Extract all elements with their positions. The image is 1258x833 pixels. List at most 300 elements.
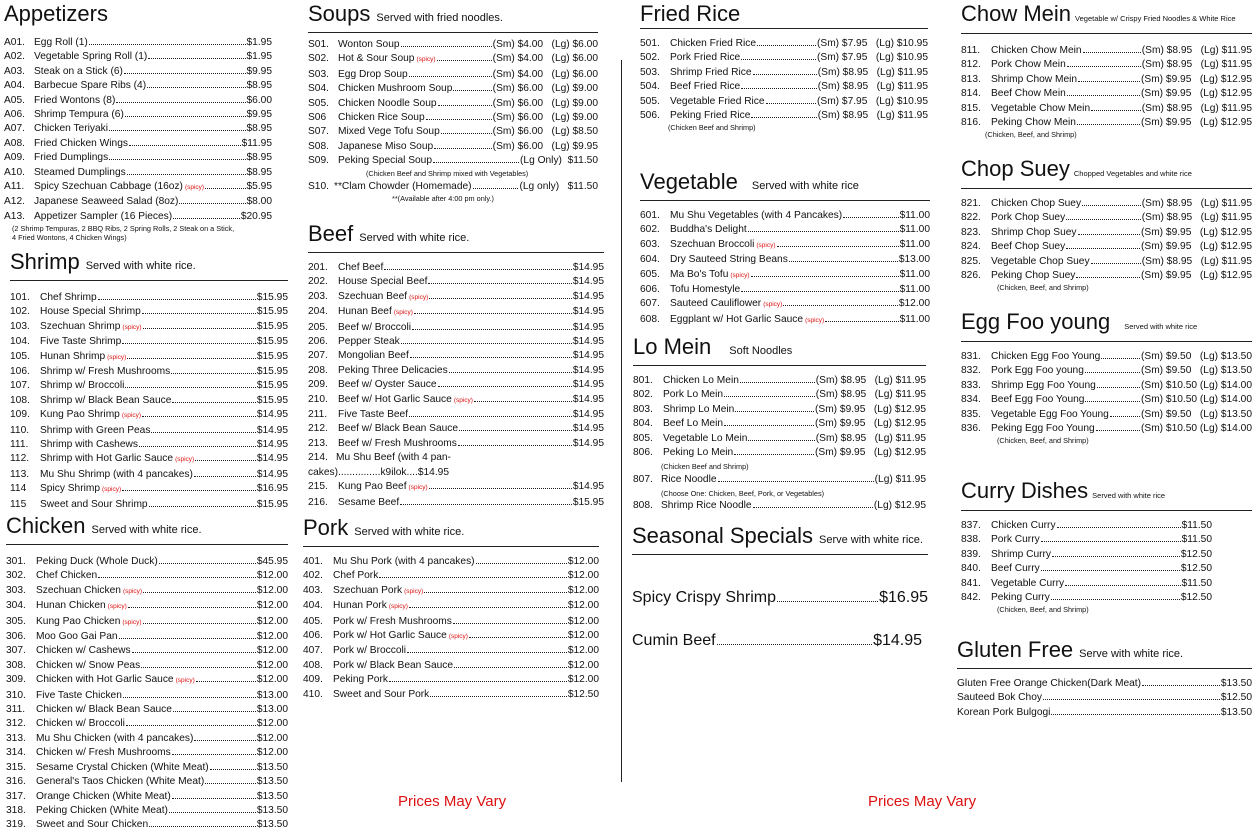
leader-dots	[1097, 387, 1140, 388]
leader-dots	[125, 387, 255, 388]
leader-dots	[474, 401, 572, 402]
item-name: Hunan Beef	[338, 306, 392, 318]
item-number: 608.	[640, 313, 660, 325]
menu-item	[640, 209, 930, 223]
item-name: Moo Goo Gai Pan	[36, 631, 118, 643]
leader-dots	[1096, 430, 1140, 431]
leader-dots	[409, 76, 492, 77]
leader-dots	[453, 90, 491, 91]
item-name: Shrimp Lo Mein	[663, 403, 735, 415]
leader-dots	[126, 725, 256, 726]
item-price: (Sm) $9.95 (Lg) $12.95	[1141, 241, 1252, 253]
soup-item-s10	[308, 180, 598, 194]
menu-item	[6, 555, 288, 569]
menu-item	[640, 238, 930, 253]
gluten-free-title	[957, 638, 1252, 666]
item-name: Steak on a Stick (6)	[34, 65, 123, 77]
item-name: Beef Chow Mein	[991, 88, 1066, 100]
menu-item	[6, 717, 288, 731]
item-price: $12.00	[567, 630, 599, 642]
leader-dots	[1101, 358, 1140, 359]
shrimp-title-text: Shrimp	[10, 249, 80, 274]
item-price: $8.00	[246, 196, 272, 208]
leader-dots	[734, 454, 814, 455]
gluten-free-subtitle: Serve with white rice.	[1079, 648, 1184, 660]
item-name: Shrimp w/ Broccoli	[40, 380, 125, 392]
item-number: S02.	[308, 53, 329, 65]
leader-dots	[98, 577, 256, 578]
menu-item	[4, 65, 272, 79]
item-name: Kung Pao Beef	[338, 481, 407, 493]
menu-item	[640, 66, 928, 80]
seasonal-subtitle: Serve with white rice.	[819, 534, 923, 546]
item-price: $14.95	[256, 468, 288, 480]
item-name: Peking Three Delicacies	[338, 364, 448, 376]
beef-subtitle: Served with white rice.	[359, 232, 470, 244]
item-name: Pork w/ Hot Garlic Sauce	[333, 630, 447, 642]
chicken-title	[6, 514, 288, 542]
item-price: $15.95	[572, 496, 604, 508]
item-price: $12.00	[256, 747, 288, 759]
leader-dots	[1085, 372, 1140, 373]
leader-dots	[766, 103, 816, 104]
item-number: 308.	[6, 659, 26, 671]
item-number: 836.	[961, 423, 981, 435]
item-number: A12.	[4, 196, 25, 208]
leader-dots	[1041, 570, 1180, 571]
egg-foo-young-title	[961, 310, 1252, 339]
menu-item	[6, 644, 288, 658]
item-name: Sweet and Sour Shrimp	[40, 498, 148, 510]
item-price: $14.95	[572, 364, 604, 376]
leader-dots	[116, 102, 245, 103]
menu-item	[640, 223, 930, 237]
item-name: Chicken Chow Mein	[991, 45, 1082, 56]
menu-item	[6, 569, 288, 583]
item-price: $11.00	[899, 313, 930, 325]
item-price: $13.50	[256, 790, 288, 802]
curry-note: (Chicken, Beef, and Shrimp)	[997, 605, 1089, 615]
item-number: 305.	[6, 615, 26, 627]
menu-item	[4, 94, 272, 108]
section-seasonal	[632, 524, 928, 674]
seasonal-item	[632, 588, 928, 608]
item-price: $12.00	[256, 631, 288, 643]
menu-item	[4, 166, 272, 180]
item-number: 311.	[6, 704, 26, 716]
item-name: Hunan Chicken	[36, 600, 106, 612]
item-price: $9.95	[246, 109, 272, 121]
section-vegetable	[640, 170, 930, 328]
leader-dots	[143, 592, 256, 593]
menu-item	[308, 422, 604, 436]
menu-item	[303, 688, 599, 702]
item-number: A01.	[4, 37, 25, 48]
item-name: Tofu Homestyle	[670, 284, 741, 296]
spicy-tag: (spicy)	[756, 241, 776, 249]
item-name: **Clam Chowder (Homemade)	[334, 180, 472, 192]
item-price: (Sm) $9.50 (Lg) $13.50	[1141, 365, 1252, 377]
menu-item	[4, 50, 272, 64]
item-number: 822.	[961, 212, 981, 224]
menu-item	[10, 335, 288, 349]
item-price: $13.50	[256, 776, 288, 788]
item-price: $11.00	[899, 268, 930, 280]
item-number: 825.	[961, 255, 981, 267]
menu-item	[961, 58, 1252, 72]
leader-dots	[409, 607, 567, 608]
menu-item	[308, 335, 604, 349]
item-number: 824.	[961, 241, 981, 253]
curry-title	[961, 479, 1252, 508]
item-price: (Sm) $7.95 (Lg) $10.95	[817, 52, 928, 64]
menu-item	[308, 275, 604, 289]
menu-item	[4, 122, 272, 136]
item-price: (Sm) $6.00 (Lg) $9.00	[492, 112, 598, 124]
item-number: 303.	[6, 584, 26, 596]
item-name: Korean Pork Bulgogi	[957, 706, 1051, 718]
item-name: Pork Fried Rice	[670, 52, 741, 64]
menu-item	[961, 364, 1252, 378]
leader-dots	[143, 328, 256, 329]
item-number: S10.	[308, 180, 329, 192]
item-number: S03.	[308, 68, 329, 80]
fried-rice-list	[640, 37, 928, 123]
leader-dots	[459, 430, 572, 431]
item-price: (Sm) $6.00 (Lg) $9.00	[492, 97, 598, 109]
menu-item	[308, 111, 598, 125]
leader-dots	[748, 440, 814, 441]
menu-item	[6, 761, 288, 775]
menu-item	[4, 210, 272, 224]
leader-dots	[1066, 248, 1140, 249]
item-number: 504.	[640, 81, 660, 93]
item-price: $12.00	[567, 584, 599, 596]
item-price: $16.95	[879, 589, 928, 606]
prices-may-vary-left: Prices May Vary	[398, 793, 507, 810]
item-name: Mu Shu Beef (with 4 pan-	[336, 452, 451, 464]
spicy-tag: (spicy)	[393, 309, 413, 317]
leader-dots	[724, 425, 814, 426]
leader-dots	[433, 162, 519, 163]
gluten-free-rule	[957, 668, 1252, 669]
item-price: $14.95	[873, 632, 922, 649]
item-name: Pork Lo Mein	[663, 389, 724, 401]
menu-item	[6, 673, 288, 688]
item-price: (Sm) $8.95 (Lg) $11.95	[1141, 59, 1252, 71]
chop-suey-title-text: Chop Suey	[961, 156, 1070, 181]
item-name: Ma Bo's Tofu	[670, 268, 729, 280]
item-name: Five Taste Chicken	[36, 689, 122, 701]
item-number: A07.	[4, 123, 25, 135]
section-chicken	[6, 514, 288, 833]
chop-suey-subtitle: Chopped Vegetables and white rice	[1073, 169, 1192, 178]
item-number: 815.	[961, 102, 981, 114]
soups-note-peking: (Chicken Beef and Shrimp mixed with Vegetables)	[366, 168, 529, 178]
item-number: 216.	[308, 496, 328, 508]
menu-item	[303, 584, 599, 599]
item-name: Chicken w/ Snow Peas	[36, 659, 141, 671]
item-number: 103.	[10, 320, 30, 332]
egg-foo-young-list	[961, 350, 1252, 436]
item-price: $11.00	[899, 238, 930, 250]
leader-dots	[401, 343, 572, 344]
leader-dots	[409, 416, 572, 417]
chicken-subtitle: Served with white rice.	[91, 524, 202, 536]
item-number: S09.	[308, 155, 329, 167]
menu-item	[6, 732, 288, 746]
menu-item	[633, 374, 926, 388]
leader-dots	[741, 59, 816, 60]
item-price: $14.95	[256, 439, 288, 451]
shrimp-rule	[10, 280, 288, 281]
item-number: 206.	[308, 336, 328, 348]
item-price: $1.95	[246, 51, 272, 63]
menu-item	[961, 350, 1252, 364]
item-number: 215.	[308, 481, 328, 493]
leader-dots	[132, 652, 256, 653]
item-price: $12.00	[256, 718, 288, 730]
item-number: 842.	[961, 592, 981, 604]
item-number: 115	[10, 498, 27, 510]
item-number: 838.	[961, 534, 981, 546]
section-shrimp	[10, 250, 288, 512]
curry-subtitle: Served with white rice	[1092, 491, 1166, 500]
item-number: 104.	[10, 336, 30, 348]
menu-item	[633, 417, 926, 431]
item-number: 309.	[6, 674, 26, 686]
item-name: Pork w/ Broccoli	[333, 645, 407, 657]
item-name: Shrimp Chop Suey	[991, 226, 1077, 238]
chicken-rule	[6, 544, 288, 545]
leader-dots	[109, 159, 245, 160]
egg-foo-young-subtitle: Served with white rice	[1124, 322, 1198, 331]
item-name: Steamed Dumplings	[34, 166, 126, 178]
item-number: 503.	[640, 66, 660, 78]
item-name: Sweet and Sour Pork	[333, 688, 430, 700]
item-name: Beef Fried Rice	[670, 81, 741, 93]
leader-dots	[1083, 52, 1141, 53]
item-price: $6.00	[246, 94, 272, 106]
leader-dots	[757, 45, 816, 46]
item-name: Shrimp Rice Noodle	[661, 499, 752, 511]
item-number: 814.	[961, 88, 981, 100]
leader-dots	[1043, 699, 1220, 700]
menu-item	[308, 496, 604, 510]
menu-item	[961, 240, 1252, 254]
item-name: Chicken Noodle Soup	[338, 97, 437, 109]
item-number: 406.	[303, 630, 323, 642]
item-price: $14.95	[572, 321, 604, 333]
item-price: $15.95	[256, 350, 288, 362]
item-number: 107.	[10, 380, 30, 392]
lo-mein-title	[633, 335, 926, 363]
item-name: Egg Roll (1)	[34, 37, 88, 48]
lo-mein-subtitle: Soft Noodles	[729, 345, 793, 357]
menu-item	[640, 37, 928, 51]
menu-item	[303, 569, 599, 583]
leader-dots	[751, 276, 899, 277]
item-price: $13.50	[256, 804, 288, 816]
menu-item	[4, 195, 272, 209]
item-name: Chicken w/ Broccoli	[36, 718, 125, 730]
item-name: Shrimp w/ Fresh Mushrooms	[40, 366, 171, 378]
leader-dots	[430, 696, 567, 697]
spicy-tag: (spicy)	[184, 184, 205, 192]
item-price: $14.95	[572, 409, 604, 421]
item-name: Chicken w/ Black Bean Sauce	[36, 704, 172, 716]
item-price: $12.00	[256, 674, 288, 686]
leader-dots	[438, 386, 572, 387]
item-price: $12.00	[567, 645, 599, 657]
beef-item-214-cont	[308, 466, 604, 480]
item-number: 835.	[961, 408, 981, 420]
leader-dots	[724, 396, 815, 397]
menu-item	[6, 818, 288, 832]
spicy-tag: (spicy)	[107, 603, 127, 611]
leader-dots	[196, 681, 256, 682]
menu-item	[6, 703, 288, 717]
item-price: (Sm) $8.95 (Lg) $11.95	[1141, 45, 1252, 56]
item-number: 408.	[303, 659, 323, 671]
menu-item	[10, 438, 288, 452]
menu-item	[308, 154, 598, 168]
menu-item	[308, 437, 604, 451]
item-price: $14.95	[572, 262, 604, 273]
item-name: Spicy Shrimp	[40, 483, 101, 495]
item-name: Spicy Crispy Shrimp	[632, 589, 777, 606]
item-number: 318.	[6, 804, 26, 816]
item-number: 804.	[633, 418, 653, 430]
menu-item	[957, 677, 1252, 691]
menu-item	[308, 290, 604, 305]
menu-item	[308, 321, 604, 335]
item-price: $20.95	[240, 210, 272, 222]
leader-dots	[1051, 714, 1219, 715]
item-name: House Special Beef	[338, 276, 428, 288]
item-number: 823.	[961, 226, 981, 238]
section-beef	[308, 222, 604, 510]
spicy-tag: (spicy)	[416, 56, 436, 64]
soups-title	[308, 2, 598, 30]
item-number: A08.	[4, 137, 25, 149]
beef-title-text: Beef	[308, 221, 354, 246]
item-price: $15.95	[256, 394, 288, 406]
item-price: (Sm) $9.95 (Lg) $12.95	[815, 447, 926, 459]
item-price: $12.50	[1180, 563, 1212, 575]
menu-item	[961, 211, 1252, 225]
menu-item	[10, 468, 288, 482]
menu-item	[10, 452, 288, 467]
spicy-tag: (spicy)	[448, 633, 468, 641]
menu-item	[308, 68, 598, 82]
menu-item	[640, 109, 928, 123]
menu-item	[308, 349, 604, 363]
item-name: Mu Shu Shrimp (with 4 pancakes)	[40, 468, 193, 480]
leader-dots	[825, 321, 898, 322]
item-name: Chicken Curry	[991, 520, 1056, 531]
item-name: Pork w/ Black Bean Sauce	[333, 659, 454, 671]
item-price: $12.00	[567, 600, 599, 612]
item-name: Eggplant w/ Hot Garlic Sauce	[670, 313, 804, 325]
item-name: Beef Lo Mein	[663, 418, 724, 430]
item-name: Japanese Miso Soup	[338, 140, 434, 152]
item-name: Pork Chow Mein	[991, 59, 1066, 71]
leader-dots	[379, 577, 567, 578]
item-name: Vegetable Chow Mein	[991, 102, 1091, 114]
item-price: (Sm) $9.95 (Lg) $12.95	[1141, 73, 1252, 85]
item-price: $13.00	[256, 704, 288, 716]
menu-item	[308, 408, 604, 422]
lo-mein-rule	[633, 365, 926, 366]
item-name: Appetizer Sampler (16 Pieces)	[34, 210, 173, 222]
item-price: $12.50	[1180, 592, 1212, 604]
leader-dots	[453, 623, 567, 624]
leader-dots	[148, 58, 245, 59]
item-number: 601.	[640, 210, 660, 221]
chow-mein-note: (Chicken, Beef, and Shrimp)	[985, 130, 1077, 140]
leader-dots	[414, 313, 572, 314]
item-number: 317.	[6, 790, 26, 802]
item-price: $12.00	[567, 556, 599, 567]
leader-dots	[125, 116, 246, 117]
item-price: $14.95	[256, 409, 288, 421]
spicy-tag: (spicy)	[730, 271, 750, 279]
lo-mein-item-807	[633, 473, 926, 487]
spicy-tag: (spicy)	[408, 484, 428, 492]
chop-suey-list	[961, 197, 1252, 283]
item-name: Egg Drop Soup	[338, 68, 408, 80]
item-price: $1.95	[246, 37, 272, 48]
item-number: S04.	[308, 83, 329, 95]
item-price: (Sm) $9.95 (Lg) $12.95	[1141, 270, 1252, 282]
item-name: Chicken Lo Mein	[663, 375, 739, 386]
leader-dots	[1091, 110, 1141, 111]
menu-item	[308, 125, 598, 139]
leader-dots	[469, 637, 567, 638]
item-price: $12.00	[567, 615, 599, 627]
leader-dots	[1142, 685, 1220, 686]
menu-item	[10, 350, 288, 365]
leader-dots	[172, 798, 256, 799]
item-price: $14.95	[572, 306, 604, 318]
item-number: 110.	[10, 424, 30, 436]
item-price: (Sm) $6.00 (Lg) $9.00	[492, 83, 598, 95]
item-number: A11.	[4, 181, 25, 193]
leader-dots	[384, 269, 572, 270]
menu-item	[961, 577, 1212, 591]
item-price: $8.95	[246, 166, 272, 178]
item-name: Beef w/ Oyster Sauce	[338, 379, 437, 391]
item-price: (Sm) $6.00 (Lg) $9.95	[492, 140, 598, 152]
leader-dots	[389, 681, 567, 682]
item-name: Chef Shrimp	[40, 292, 97, 303]
item-name: Chicken Chop Suey	[991, 198, 1082, 209]
menu-item	[10, 394, 288, 408]
item-name: Chicken Teriyaki	[34, 123, 108, 135]
leader-dots	[1082, 205, 1141, 206]
chicken-list	[6, 555, 288, 833]
menu-item	[10, 291, 288, 305]
item-name: Chef Beef	[338, 262, 384, 273]
menu-item	[4, 180, 272, 195]
seasonal-item	[632, 631, 928, 651]
item-number: 803.	[633, 403, 653, 415]
item-number: 833.	[961, 379, 981, 391]
item-name: Chicken Egg Foo Young	[991, 351, 1101, 362]
section-pork	[303, 516, 599, 702]
item-number: 208.	[308, 364, 328, 376]
